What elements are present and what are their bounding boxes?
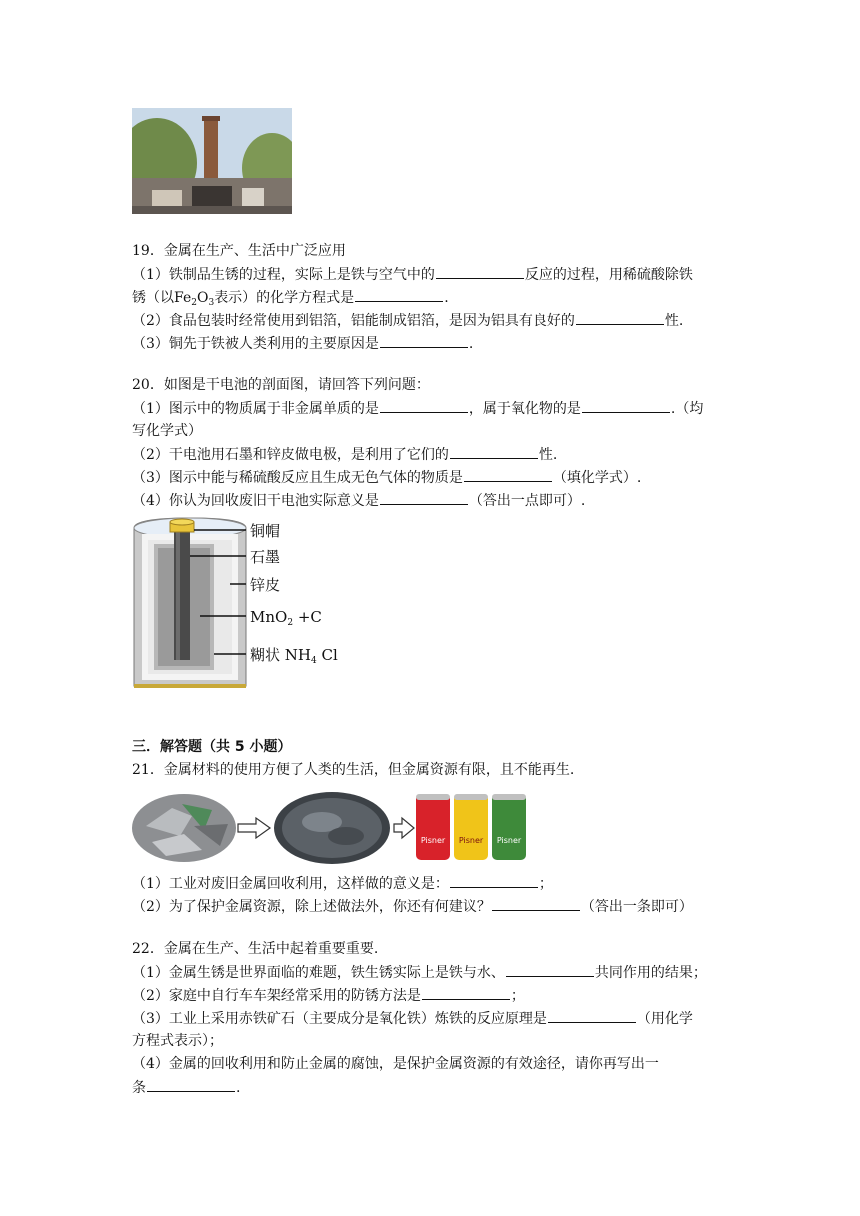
q22-p1a: （1）金属生锈是世界面临的难题，铁生锈实际上是铁与水、 <box>132 965 505 981</box>
q22-part2 <box>132 984 525 1007</box>
label-paste-post: Cl <box>316 646 338 664</box>
q22-part1 <box>132 961 707 984</box>
q19-formula-o: O <box>196 290 209 306</box>
q22-blank-3[interactable] <box>548 1007 636 1023</box>
q19-p1c-end: . <box>444 290 449 306</box>
q21-blank-1[interactable] <box>450 872 538 888</box>
label-graphite: 石墨 <box>250 548 281 566</box>
q22-p3a: （3）工业上采用赤铁矿石（主要成分是氧化铁）炼铁的反应原理是 <box>132 1011 547 1027</box>
q19-p2a: （2）食品包装时经常使用到铝箔，铝能制成铝箔，是因为铝具有良好的 <box>132 313 575 329</box>
q22-blank-1[interactable] <box>506 961 594 977</box>
q20-p4a: （4）你认为回收废旧干电池实际意义是 <box>132 493 379 509</box>
can-label-red: Pisner <box>420 836 446 845</box>
q22-blank-2[interactable] <box>422 984 510 1000</box>
q19-p3a: （3）铜先于铁被人类利用的主要原因是 <box>132 336 379 352</box>
q21-part1 <box>132 872 553 895</box>
q21-p1b: ； <box>538 876 553 892</box>
q22-p2a: （2）家庭中自行车车架经常采用的防锈方法是 <box>132 988 421 1004</box>
label-paste-text: 糊状 NH <box>250 646 311 664</box>
q21-p2b: （答出一条即可） <box>580 899 693 915</box>
q19-p1a: （1）铁制品生锈的过程，实际上是铁与空气中的 <box>132 267 435 283</box>
q20-part4 <box>132 489 585 512</box>
q19-blank-2[interactable] <box>355 286 443 302</box>
q22-part4-cont <box>132 1076 240 1099</box>
dry-cell-diagram <box>130 514 380 690</box>
label-zinc: 锌皮 <box>250 576 281 594</box>
q21-p2a: （2）为了保护金属资源，除上述做法外，你还有何建议？ <box>132 899 491 915</box>
q20-blank-3[interactable] <box>450 443 538 459</box>
q21-part2 <box>132 895 693 918</box>
q19-formula-sub2: 3 <box>208 298 215 308</box>
q22-part4: （4）金属的回收利用和防止金属的腐蚀，是保护金属资源的有效途径，请你再写出一 <box>132 1056 659 1072</box>
q19-p3b: . <box>468 336 474 352</box>
q19-blank-4[interactable] <box>380 332 468 348</box>
q19-part2 <box>132 309 683 332</box>
q19-p1b: 反应的过程，用稀硫酸除铁 <box>524 267 693 283</box>
label-copper-cap: 铜帽 <box>250 522 281 540</box>
q20-p2b: 性. <box>538 447 558 463</box>
q20-p2a: （2）干电池用石墨和锌皮做电极，是利用了它们的 <box>132 447 449 463</box>
q20-part3 <box>132 466 641 489</box>
q20-part1-cont: 写化学式） <box>132 423 202 439</box>
q21-p1a: （1）工业对废旧金属回收利用，这样做的意义是： <box>132 876 449 892</box>
q19-title: 19．金属在生产、生活中广泛应用 <box>132 243 346 259</box>
q22-p1b: 共同作用的结果； <box>594 965 707 981</box>
q22-p4b: 条 <box>132 1080 146 1096</box>
label-mno2 <box>250 606 322 634</box>
q22-p4c: . <box>236 1080 241 1096</box>
q19-blank-3[interactable] <box>576 309 664 325</box>
q20-p1c: .（均 <box>670 401 704 417</box>
q22-p2b: ； <box>510 988 525 1004</box>
q22-blank-4[interactable] <box>147 1076 235 1092</box>
q19-formula-fe: Fe <box>174 290 192 306</box>
q20-blank-2[interactable] <box>582 397 670 413</box>
q22-title: 22．金属在生产、生活中起着重要重要. <box>132 941 379 957</box>
q22-part3 <box>132 1007 693 1030</box>
q20-p1a: （1）图示中的物质属于非金属单质的是 <box>132 401 379 417</box>
q20-part2 <box>132 443 557 466</box>
q19-blank-1[interactable] <box>436 263 524 279</box>
q20-blank-1[interactable] <box>380 397 468 413</box>
label-mno2-post: +C <box>293 608 322 626</box>
label-mno2-text: MnO <box>250 608 288 626</box>
q22-p3b: （用化学 <box>636 1011 693 1027</box>
q21-title: 21．金属材料的使用方便了人类的生活，但金属资源有限，且不能再生. <box>132 762 575 778</box>
q20-blank-5[interactable] <box>380 489 468 505</box>
recycling-illustration <box>132 786 532 866</box>
q21-blank-2[interactable] <box>492 895 580 911</box>
can-label-yellow: Pisner <box>458 836 484 845</box>
can-label-green: Pisner <box>496 836 522 845</box>
q19-p1c-pre: 锈（以 <box>132 290 174 306</box>
q22-part3-cont: 方程式表示）； <box>132 1033 223 1049</box>
label-mno2-sub: 2 <box>287 618 294 628</box>
q20-p3b: （填化学式）. <box>552 470 642 486</box>
q19-formula-sub1: 2 <box>191 298 197 308</box>
q19-p1c-post: 表示）的化学方程式是 <box>214 290 355 306</box>
q20-p4b: （答出一点即可）. <box>468 493 586 509</box>
q20-blank-4[interactable] <box>464 466 552 482</box>
label-paste-sub: 4 <box>310 656 317 666</box>
q20-title: 20．如图是干电池的剖面图，请回答下列问题： <box>132 377 430 393</box>
chimney-photo <box>132 108 292 214</box>
q20-p1b: ，属于氧化物的是 <box>468 401 581 417</box>
q19-part1-line1 <box>132 263 693 286</box>
q19-part3 <box>132 332 473 355</box>
q20-part1 <box>132 397 703 420</box>
q20-p3a: （3）图示中能与稀硫酸反应且生成无色气体的物质是 <box>132 470 463 486</box>
section-3-title: 三．解答题（共 5 小题） <box>132 739 292 755</box>
label-paste <box>250 644 338 672</box>
q19-p2b: 性. <box>664 313 684 329</box>
